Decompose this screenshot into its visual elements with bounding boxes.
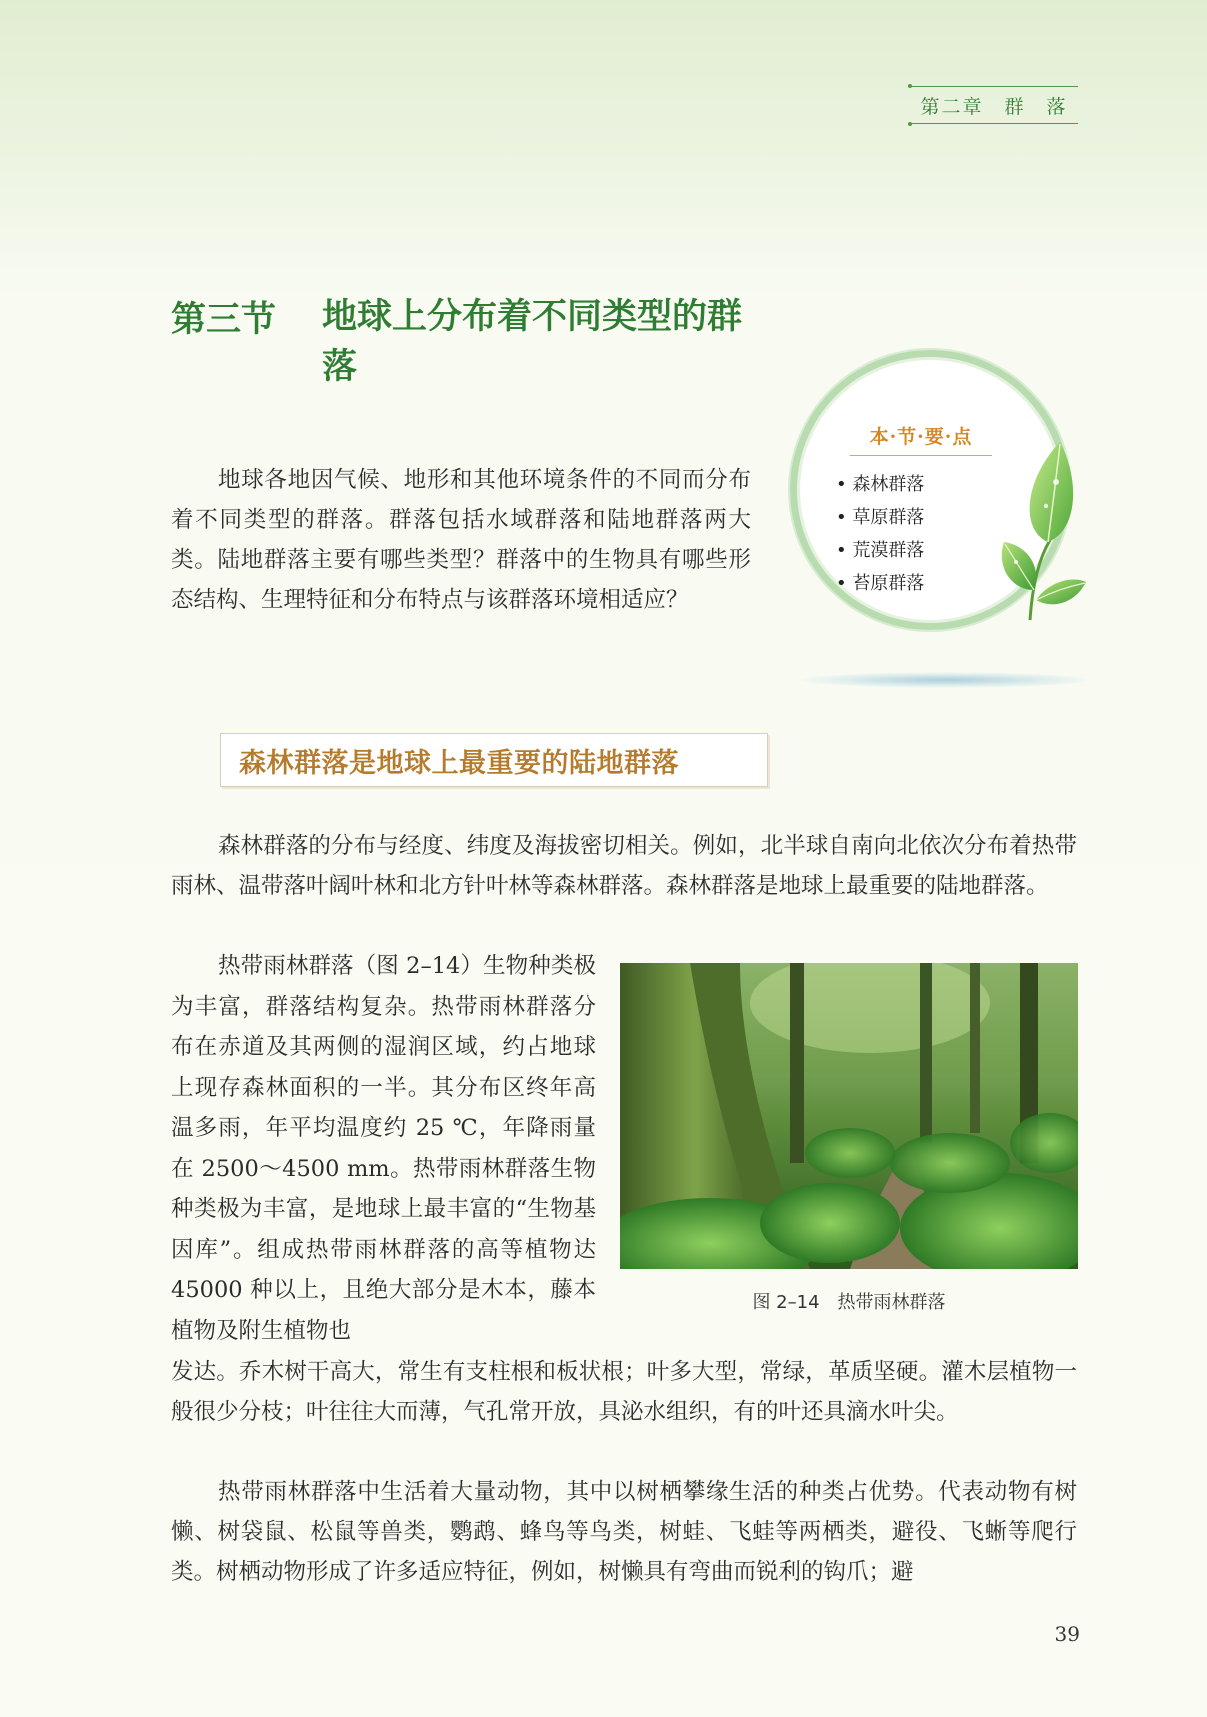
key-point-item: • 荒漠群落 bbox=[836, 534, 924, 567]
key-point-item: • 苔原群落 bbox=[836, 567, 924, 600]
key-points-title: 本·节·要·点 bbox=[850, 422, 992, 456]
section-label: 第三节 bbox=[171, 299, 277, 340]
key-point-item: • 森林群落 bbox=[836, 468, 924, 501]
figure-caption: 图 2–14 热带雨林群落 bbox=[752, 1292, 946, 1313]
intro-paragraph: 地球各地因气候、地形和其他环境条件的不同而分布着不同类型的群落。群落包括水域群落和陆地群落两大类。陆地群落主要有哪些类型？群落中的生物具有哪些形态结构、生理特征和分布特点与该群落环境相适应？ bbox=[171, 467, 751, 613]
key-point-item: • 草原群落 bbox=[836, 501, 924, 534]
subsection-heading: 森林群落是地球上最重要的陆地群落 bbox=[220, 733, 768, 787]
key-points-panel bbox=[790, 350, 1090, 700]
body-paragraph: 发达。乔木树干高大，常生有支柱根和板状根；叶多大型，常绿，革质坚硬。灌木层植物一般很少分枝；叶往往大而薄，气孔常开放，具泌水组织，有的叶还具滴水叶尖。 bbox=[171, 1359, 1077, 1425]
key-points-list bbox=[836, 468, 924, 600]
body-paragraph: 热带雨林群落中生活着大量动物，其中以树栖攀缘生活的种类占优势。代表动物有树懒、树袋鼠、松鼠等兽类，鹦鹉、蜂鸟等鸟类，树蛙、飞蛙等两栖类，避役、飞蜥等爬行类。树栖动物形成了许多适应特征，例如，树懒具有弯曲而锐利的钩爪；避 bbox=[171, 1479, 1077, 1585]
rainforest-photo bbox=[620, 963, 1078, 1269]
rainforest-illustration bbox=[620, 963, 1078, 1269]
key-points-shadow bbox=[800, 672, 1090, 688]
chapter-header: 第二章 群 落 bbox=[910, 86, 1078, 124]
body-paragraph: 森林群落的分布与经度、纬度及海拔密切相关。例如，北半球自南向北依次分布着热带雨林、温带落叶阔叶林和北方针叶林等森林群落。森林群落是地球上最重要的陆地群落。 bbox=[171, 833, 1077, 899]
body-paragraph: 热带雨林群落（图 2–14）生物种类极为丰富，群落结构复杂。热带雨林群落分布在赤道及其两侧的湿润区域，约占地球上现存森林面积的一半。其分布区终年高温多雨，年平均温度约 25 ℃，年降雨量在 2500～4500 mm。热带雨林群落生物种类极为丰富，是地球上最丰富的“生物基因库”。组成热带雨林群落的高等植物达 45000 种以上，且绝大部分是木本，藤本植物及附生植物也 bbox=[171, 953, 596, 1344]
page-number: 39 bbox=[1054, 1622, 1080, 1646]
leaf-icon bbox=[990, 430, 1086, 630]
section-title: 地球上分布着不同类型的群落 bbox=[322, 296, 743, 387]
